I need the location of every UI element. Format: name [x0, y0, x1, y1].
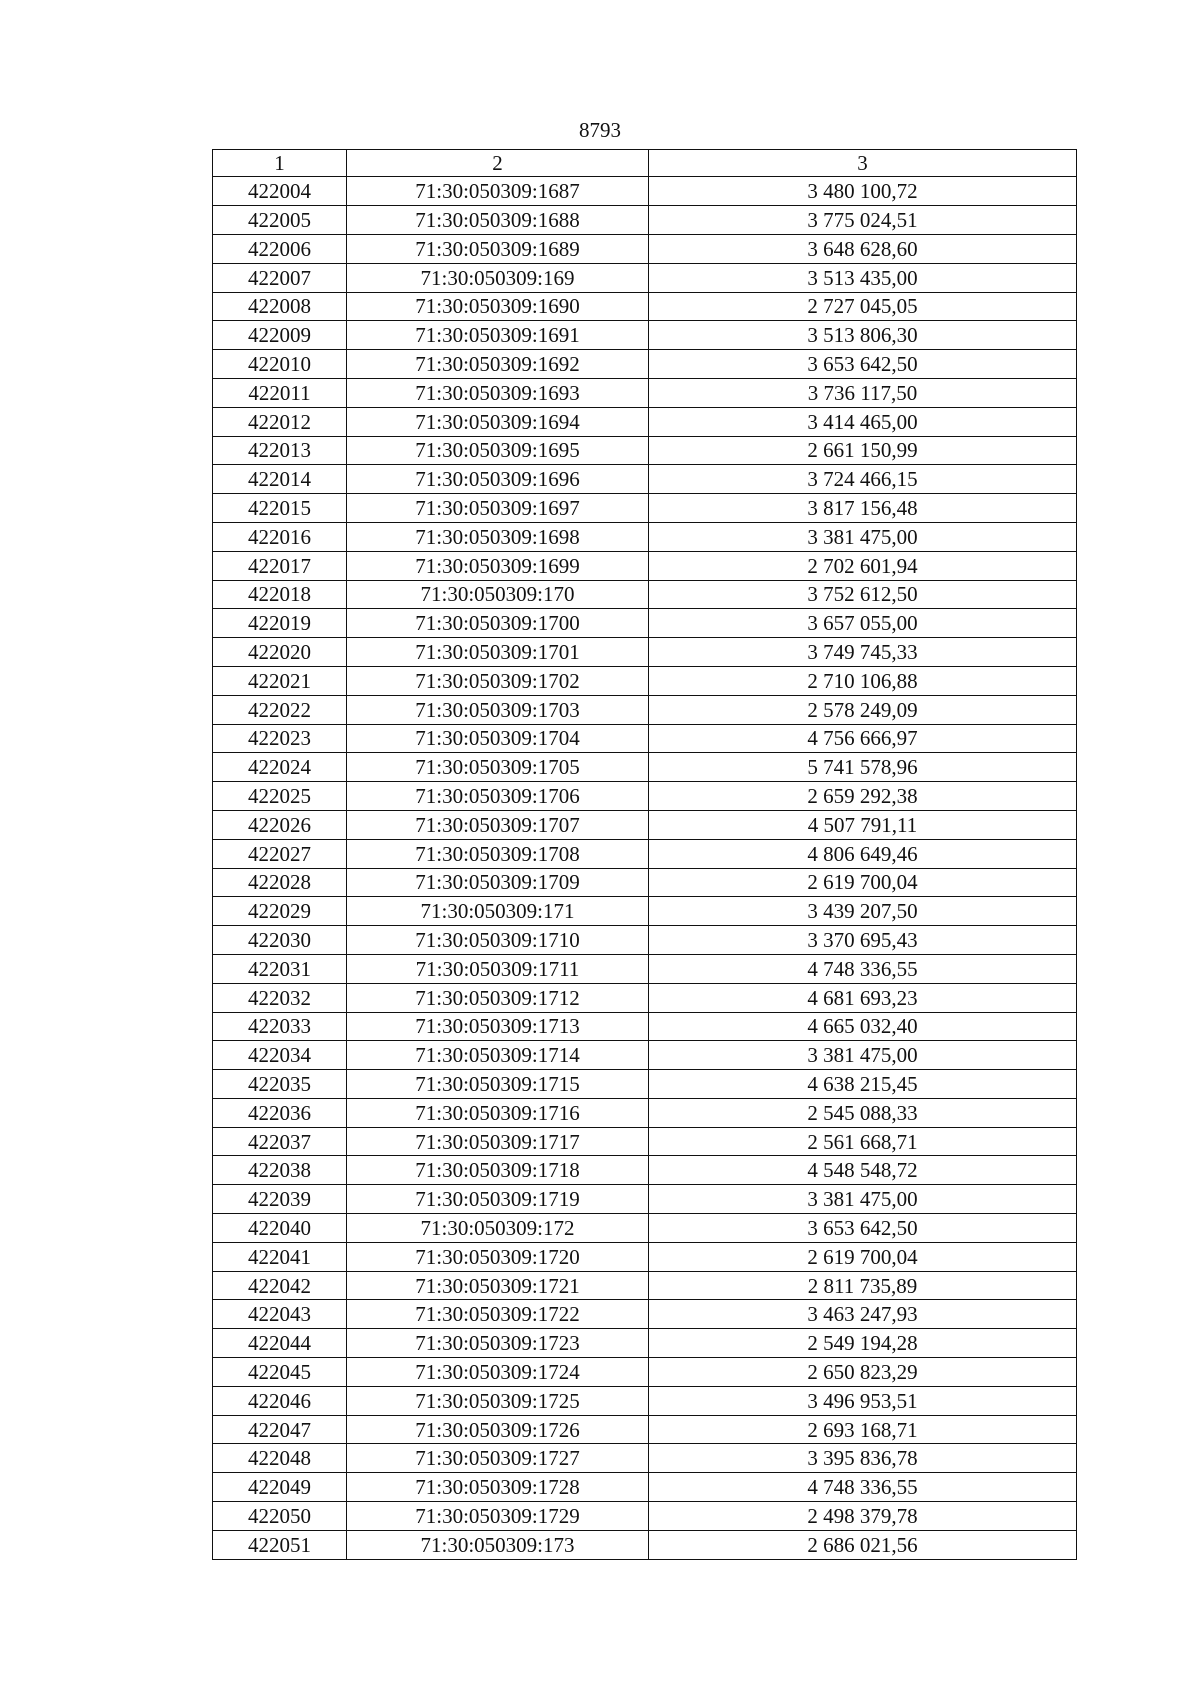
table-row: [213, 983, 1077, 1012]
cadastral-number-cell: 71:30:050309:1702: [347, 666, 649, 695]
row-number-cell: 422020: [213, 638, 347, 667]
value-cell: 2 710 106,88: [649, 666, 1077, 695]
cadastral-number-cell: 71:30:050309:1707: [347, 810, 649, 839]
value-cell: 4 507 791,11: [649, 810, 1077, 839]
cadastral-number-cell: 71:30:050309:1719: [347, 1185, 649, 1214]
row-number-cell: 422009: [213, 321, 347, 350]
column-header-2: 2: [347, 150, 649, 177]
value-cell: 3 749 745,33: [649, 638, 1077, 667]
cadastral-number-cell: 71:30:050309:172: [347, 1214, 649, 1243]
table-row: [213, 1444, 1077, 1473]
cadastral-value-table: [212, 149, 1077, 1560]
row-number-cell: 422014: [213, 465, 347, 494]
table-row: [213, 1386, 1077, 1415]
cadastral-number-cell: 71:30:050309:1694: [347, 407, 649, 436]
table-row: [213, 1530, 1077, 1559]
value-cell: 3 381 475,00: [649, 1041, 1077, 1070]
table-row: [213, 695, 1077, 724]
cadastral-number-cell: 71:30:050309:1697: [347, 494, 649, 523]
value-cell: 3 370 695,43: [649, 926, 1077, 955]
value-cell: 2 650 823,29: [649, 1358, 1077, 1387]
cadastral-number-cell: 71:30:050309:171: [347, 897, 649, 926]
cadastral-number-cell: 71:30:050309:1717: [347, 1127, 649, 1156]
row-number-cell: 422024: [213, 753, 347, 782]
row-number-cell: 422048: [213, 1444, 347, 1473]
row-number-cell: 422013: [213, 436, 347, 465]
row-number-cell: 422015: [213, 494, 347, 523]
value-cell: 2 811 735,89: [649, 1271, 1077, 1300]
row-number-cell: 422038: [213, 1156, 347, 1185]
row-number-cell: 422045: [213, 1358, 347, 1387]
row-number-cell: 422026: [213, 810, 347, 839]
row-number-cell: 422036: [213, 1098, 347, 1127]
value-cell: 2 545 088,33: [649, 1098, 1077, 1127]
value-cell: 2 561 668,71: [649, 1127, 1077, 1156]
cadastral-number-cell: 71:30:050309:1706: [347, 782, 649, 811]
table-row: [213, 1070, 1077, 1099]
cadastral-number-cell: 71:30:050309:1693: [347, 378, 649, 407]
table-row: [213, 1041, 1077, 1070]
table-row: [213, 494, 1077, 523]
table-row: [213, 724, 1077, 753]
table-row: [213, 782, 1077, 811]
value-cell: 5 741 578,96: [649, 753, 1077, 782]
value-cell: 4 806 649,46: [649, 839, 1077, 868]
table-row: [213, 609, 1077, 638]
row-number-cell: 422034: [213, 1041, 347, 1070]
table-row: [213, 350, 1077, 379]
row-number-cell: 422050: [213, 1502, 347, 1531]
value-cell: 3 653 642,50: [649, 350, 1077, 379]
row-number-cell: 422025: [213, 782, 347, 811]
cadastral-number-cell: 71:30:050309:1687: [347, 177, 649, 206]
table-row: [213, 868, 1077, 897]
row-number-cell: 422018: [213, 580, 347, 609]
column-header-3: 3: [649, 150, 1077, 177]
cadastral-number-cell: 71:30:050309:1716: [347, 1098, 649, 1127]
cadastral-number-cell: 71:30:050309:1696: [347, 465, 649, 494]
cadastral-number-cell: 71:30:050309:1690: [347, 292, 649, 321]
cadastral-number-cell: 71:30:050309:1703: [347, 695, 649, 724]
table-row: [213, 1271, 1077, 1300]
row-number-cell: 422019: [213, 609, 347, 638]
table-row: [213, 1415, 1077, 1444]
row-number-cell: 422049: [213, 1473, 347, 1502]
value-cell: 4 748 336,55: [649, 1473, 1077, 1502]
value-cell: 2 702 601,94: [649, 551, 1077, 580]
row-number-cell: 422032: [213, 983, 347, 1012]
table-row: [213, 436, 1077, 465]
cadastral-number-cell: 71:30:050309:1718: [347, 1156, 649, 1185]
row-number-cell: 422006: [213, 234, 347, 263]
table-row: [213, 1473, 1077, 1502]
cadastral-number-cell: 71:30:050309:169: [347, 263, 649, 292]
value-cell: 3 653 642,50: [649, 1214, 1077, 1243]
row-number-cell: 422035: [213, 1070, 347, 1099]
cadastral-number-cell: 71:30:050309:1691: [347, 321, 649, 350]
table-row: [213, 465, 1077, 494]
table-row: [213, 292, 1077, 321]
row-number-cell: 422004: [213, 177, 347, 206]
table-row: [213, 1300, 1077, 1329]
value-cell: 2 693 168,71: [649, 1415, 1077, 1444]
table-row: [213, 1185, 1077, 1214]
header-row: [213, 150, 1077, 177]
cadastral-number-cell: 71:30:050309:1729: [347, 1502, 649, 1531]
table-row: [213, 666, 1077, 695]
cadastral-number-cell: 71:30:050309:1695: [347, 436, 649, 465]
table-row: [213, 897, 1077, 926]
table-row: [213, 1329, 1077, 1358]
cadastral-number-cell: 71:30:050309:1688: [347, 206, 649, 235]
row-number-cell: 422029: [213, 897, 347, 926]
value-cell: 2 578 249,09: [649, 695, 1077, 724]
row-number-cell: 422046: [213, 1386, 347, 1415]
value-cell: 4 665 032,40: [649, 1012, 1077, 1041]
cadastral-number-cell: 71:30:050309:1715: [347, 1070, 649, 1099]
value-cell: 4 756 666,97: [649, 724, 1077, 753]
value-cell: 2 661 150,99: [649, 436, 1077, 465]
table-row: [213, 1098, 1077, 1127]
cadastral-number-cell: 71:30:050309:1720: [347, 1242, 649, 1271]
cadastral-number-cell: 71:30:050309:1704: [347, 724, 649, 753]
value-cell: 3 648 628,60: [649, 234, 1077, 263]
table-row: [213, 954, 1077, 983]
table-row: [213, 926, 1077, 955]
cadastral-number-cell: 71:30:050309:1712: [347, 983, 649, 1012]
value-cell: 2 686 021,56: [649, 1530, 1077, 1559]
table-row: [213, 234, 1077, 263]
table-row: [213, 753, 1077, 782]
row-number-cell: 422041: [213, 1242, 347, 1271]
cadastral-number-cell: 71:30:050309:1724: [347, 1358, 649, 1387]
value-cell: 3 381 475,00: [649, 1185, 1077, 1214]
row-number-cell: 422043: [213, 1300, 347, 1329]
row-number-cell: 422022: [213, 695, 347, 724]
value-cell: 4 681 693,23: [649, 983, 1077, 1012]
table-row: [213, 1012, 1077, 1041]
row-number-cell: 422017: [213, 551, 347, 580]
value-cell: 3 480 100,72: [649, 177, 1077, 206]
value-cell: 2 549 194,28: [649, 1329, 1077, 1358]
table-row: [213, 638, 1077, 667]
value-cell: 3 395 836,78: [649, 1444, 1077, 1473]
row-number-cell: 422021: [213, 666, 347, 695]
table-row: [213, 206, 1077, 235]
table-row: [213, 321, 1077, 350]
cadastral-number-cell: 71:30:050309:1726: [347, 1415, 649, 1444]
row-number-cell: 422008: [213, 292, 347, 321]
cadastral-number-cell: 71:30:050309:1728: [347, 1473, 649, 1502]
cadastral-number-cell: 71:30:050309:1692: [347, 350, 649, 379]
value-cell: 2 498 379,78: [649, 1502, 1077, 1531]
row-number-cell: 422047: [213, 1415, 347, 1444]
table-row: [213, 1242, 1077, 1271]
table-row: [213, 810, 1077, 839]
cadastral-number-cell: 71:30:050309:1723: [347, 1329, 649, 1358]
cadastral-number-cell: 71:30:050309:1710: [347, 926, 649, 955]
value-cell: 3 775 024,51: [649, 206, 1077, 235]
table-row: [213, 407, 1077, 436]
cadastral-number-cell: 71:30:050309:1727: [347, 1444, 649, 1473]
row-number-cell: 422044: [213, 1329, 347, 1358]
table-row: [213, 522, 1077, 551]
cadastral-number-cell: 71:30:050309:173: [347, 1530, 649, 1559]
cadastral-number-cell: 71:30:050309:1708: [347, 839, 649, 868]
value-cell: 2 619 700,04: [649, 1242, 1077, 1271]
table-row: [213, 1358, 1077, 1387]
row-number-cell: 422039: [213, 1185, 347, 1214]
table-row: [213, 263, 1077, 292]
cadastral-number-cell: 71:30:050309:1700: [347, 609, 649, 638]
row-number-cell: 422030: [213, 926, 347, 955]
value-cell: 3 752 612,50: [649, 580, 1077, 609]
cadastral-number-cell: 71:30:050309:170: [347, 580, 649, 609]
value-cell: 3 439 207,50: [649, 897, 1077, 926]
row-number-cell: 422037: [213, 1127, 347, 1156]
row-number-cell: 422040: [213, 1214, 347, 1243]
row-number-cell: 422010: [213, 350, 347, 379]
column-header-1: 1: [213, 150, 347, 177]
value-cell: 4 748 336,55: [649, 954, 1077, 983]
value-cell: 3 381 475,00: [649, 522, 1077, 551]
cadastral-number-cell: 71:30:050309:1721: [347, 1271, 649, 1300]
value-cell: 2 619 700,04: [649, 868, 1077, 897]
cadastral-number-cell: 71:30:050309:1713: [347, 1012, 649, 1041]
value-cell: 3 496 953,51: [649, 1386, 1077, 1415]
row-number-cell: 422042: [213, 1271, 347, 1300]
row-number-cell: 422031: [213, 954, 347, 983]
row-number-cell: 422011: [213, 378, 347, 407]
table-body: [213, 177, 1077, 1559]
cadastral-number-cell: 71:30:050309:1714: [347, 1041, 649, 1070]
table-row: [213, 177, 1077, 206]
value-cell: 3 657 055,00: [649, 609, 1077, 638]
cadastral-number-cell: 71:30:050309:1725: [347, 1386, 649, 1415]
value-cell: 3 414 465,00: [649, 407, 1077, 436]
value-cell: 2 727 045,05: [649, 292, 1077, 321]
value-cell: 3 736 117,50: [649, 378, 1077, 407]
page-number: 8793: [579, 118, 621, 142]
value-cell: 3 513 435,00: [649, 263, 1077, 292]
row-number-cell: 422016: [213, 522, 347, 551]
table-row: [213, 1502, 1077, 1531]
row-number-cell: 422012: [213, 407, 347, 436]
table-row: [213, 1127, 1077, 1156]
value-cell: 2 659 292,38: [649, 782, 1077, 811]
row-number-cell: 422033: [213, 1012, 347, 1041]
cadastral-number-cell: 71:30:050309:1689: [347, 234, 649, 263]
value-cell: 3 724 466,15: [649, 465, 1077, 494]
row-number-cell: 422051: [213, 1530, 347, 1559]
table-row: [213, 551, 1077, 580]
cadastral-number-cell: 71:30:050309:1709: [347, 868, 649, 897]
cadastral-number-cell: 71:30:050309:1705: [347, 753, 649, 782]
table-row: [213, 1214, 1077, 1243]
row-number-cell: 422023: [213, 724, 347, 753]
cadastral-number-cell: 71:30:050309:1701: [347, 638, 649, 667]
cadastral-number-cell: 71:30:050309:1711: [347, 954, 649, 983]
value-cell: 4 638 215,45: [649, 1070, 1077, 1099]
cadastral-number-cell: 71:30:050309:1722: [347, 1300, 649, 1329]
value-cell: 4 548 548,72: [649, 1156, 1077, 1185]
value-cell: 3 463 247,93: [649, 1300, 1077, 1329]
row-number-cell: 422005: [213, 206, 347, 235]
value-cell: 3 817 156,48: [649, 494, 1077, 523]
table-row: [213, 839, 1077, 868]
cadastral-number-cell: 71:30:050309:1699: [347, 551, 649, 580]
table-row: [213, 1156, 1077, 1185]
row-number-cell: 422028: [213, 868, 347, 897]
row-number-cell: 422007: [213, 263, 347, 292]
row-number-cell: 422027: [213, 839, 347, 868]
table-row: [213, 580, 1077, 609]
table-row: [213, 378, 1077, 407]
table-header: [213, 150, 1077, 177]
cadastral-number-cell: 71:30:050309:1698: [347, 522, 649, 551]
value-cell: 3 513 806,30: [649, 321, 1077, 350]
